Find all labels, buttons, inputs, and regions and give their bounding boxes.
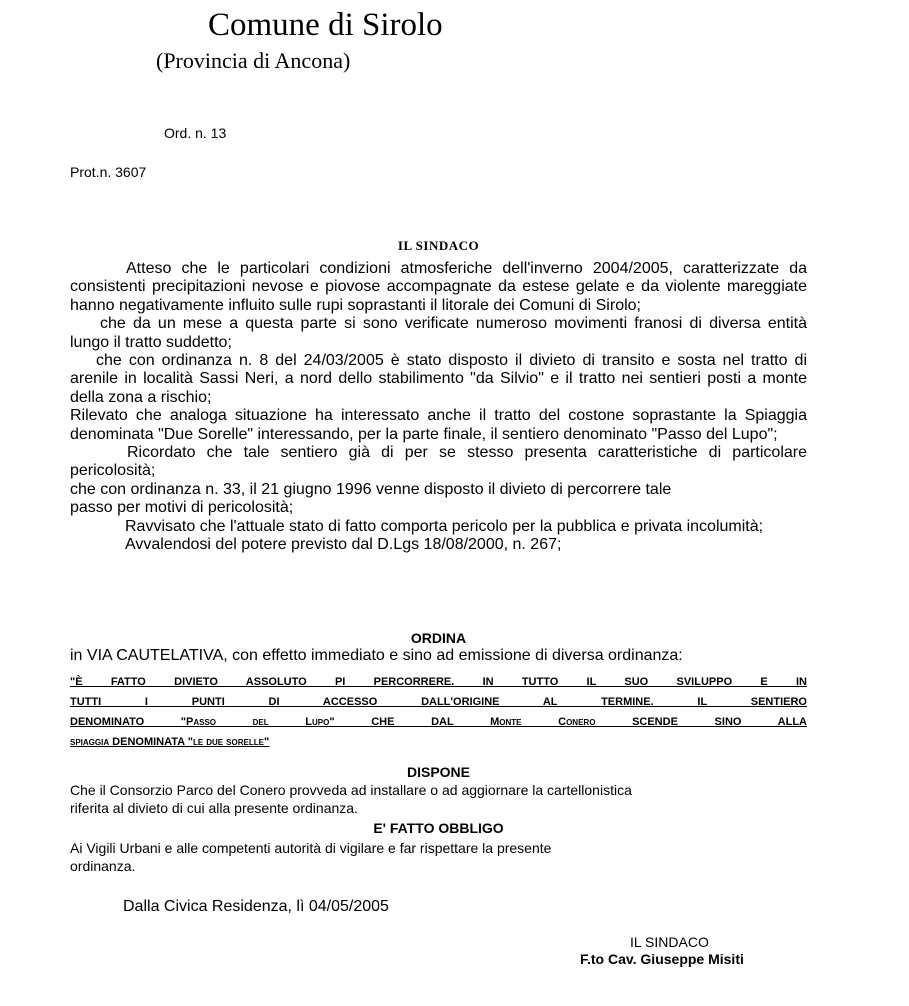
premise-paragraph: Avvalendosi del potere previsto dal D.Lgs 18/08/2000, n. 267;: [125, 536, 562, 554]
obbligo-line: Ai Vigili Urbani e alle competenti autorità di vigilare e far rispettare la presente: [70, 840, 552, 856]
signature-name: F.to Cav. Giuseppe Misiti: [580, 951, 744, 967]
closing-place-date: Dalla Civica Residenza, lì 04/05/2005: [123, 898, 389, 915]
premise-paragraph: Atteso che le particolari condizioni atmosferiche dell'inverno 2004/2005, caratterizzate da consistenti precipitazioni nevose e piovose accompagnate da estese gelate e da violente mareggiate hanno negativamente influito sulle rupi soprastanti il litorale dei Comuni di Sirolo;: [70, 260, 807, 314]
prohibition-line: TUTTI I PUNTI DI ACCESSO DALL'ORIGINE AL TERMINE. IL SENTIERO: [70, 696, 807, 708]
premise-paragraph: che da un mese a questa parte si sono verificate numeroso movimenti franosi di diversa entità lungo il tratto suddetto;: [70, 315, 807, 351]
ordina-intro: in VIA CAUTELATIVA, con effetto immediato e sino ad emissione di diversa ordinanza:: [70, 647, 683, 664]
province-subtitle: (Provincia di Ancona): [156, 48, 351, 73]
dispone-line: riferita al divieto di cui alla presente ordinanza.: [70, 800, 358, 816]
dispone-text: [70, 781, 770, 817]
obbligo-text: [70, 839, 770, 875]
obbligo-heading: E' FATTO OBBLIGO: [373, 820, 504, 836]
prohibition-text: [70, 672, 807, 752]
premise-paragraph: che con ordinanza n. 33, il 21 giugno 1996 venne disposto il divieto di percorrere tale: [70, 480, 672, 498]
obbligo-line: ordinanza.: [70, 858, 136, 874]
premise-paragraph: Ricordato che tale sentiero già di per se stesso presenta caratteristiche di particolare pericolosità;: [70, 444, 807, 480]
sindaco-heading: IL SINDACO: [397, 238, 480, 253]
premise-paragraph: che con ordinanza n. 8 del 24/03/2005 è stato disposto il divieto di transito e sosta nel tratto di arenile in località Sassi Neri, a nord dello stabilimento "da Silvio" e il tratto nei sentieri posti a monte della zona a rischio;: [70, 352, 807, 406]
protocol-number: Prot.n. 3607: [70, 164, 147, 180]
ordina-heading: ORDINA: [410, 630, 467, 646]
ordinance-number: Ord. n. 13: [164, 125, 227, 141]
prohibition-line: "È FATTO DIVIETO ASSOLUTO PI PERCORRERE. IN TUTTO IL SUO SVILUPPO E IN: [70, 676, 807, 688]
prohibition-line: spiaggia DENOMINATA "le due sorelle": [70, 736, 270, 748]
dispone-line: Che il Consorzio Parco del Conero provveda ad installare o ad aggiornare la cartellonistica: [70, 782, 632, 798]
prohibition-line: DENOMINATO "Passo del Lupo" CHE DAL Monte Conero SCENDE SINO ALLA: [70, 716, 807, 728]
dispone-heading: DISPONE: [406, 764, 470, 780]
premise-paragraph: Ravvisato che l'attuale stato di fatto comporta pericolo per la pubblica e privata incolumità;: [125, 517, 764, 535]
premise-paragraph: Rilevato che analoga situazione ha interessato anche il tratto del costone soprastante la Spiaggia denominata "Due Sorelle" interessando, per la parte finale, il sentiero denominato "Passo del Lupo";: [70, 407, 807, 443]
town-title: Comune di Sirolo: [208, 7, 443, 43]
signature-title: IL SINDACO: [630, 934, 709, 950]
premise-paragraph: passo per motivi di pericolosità;: [70, 499, 294, 517]
premises-section: [70, 260, 807, 555]
